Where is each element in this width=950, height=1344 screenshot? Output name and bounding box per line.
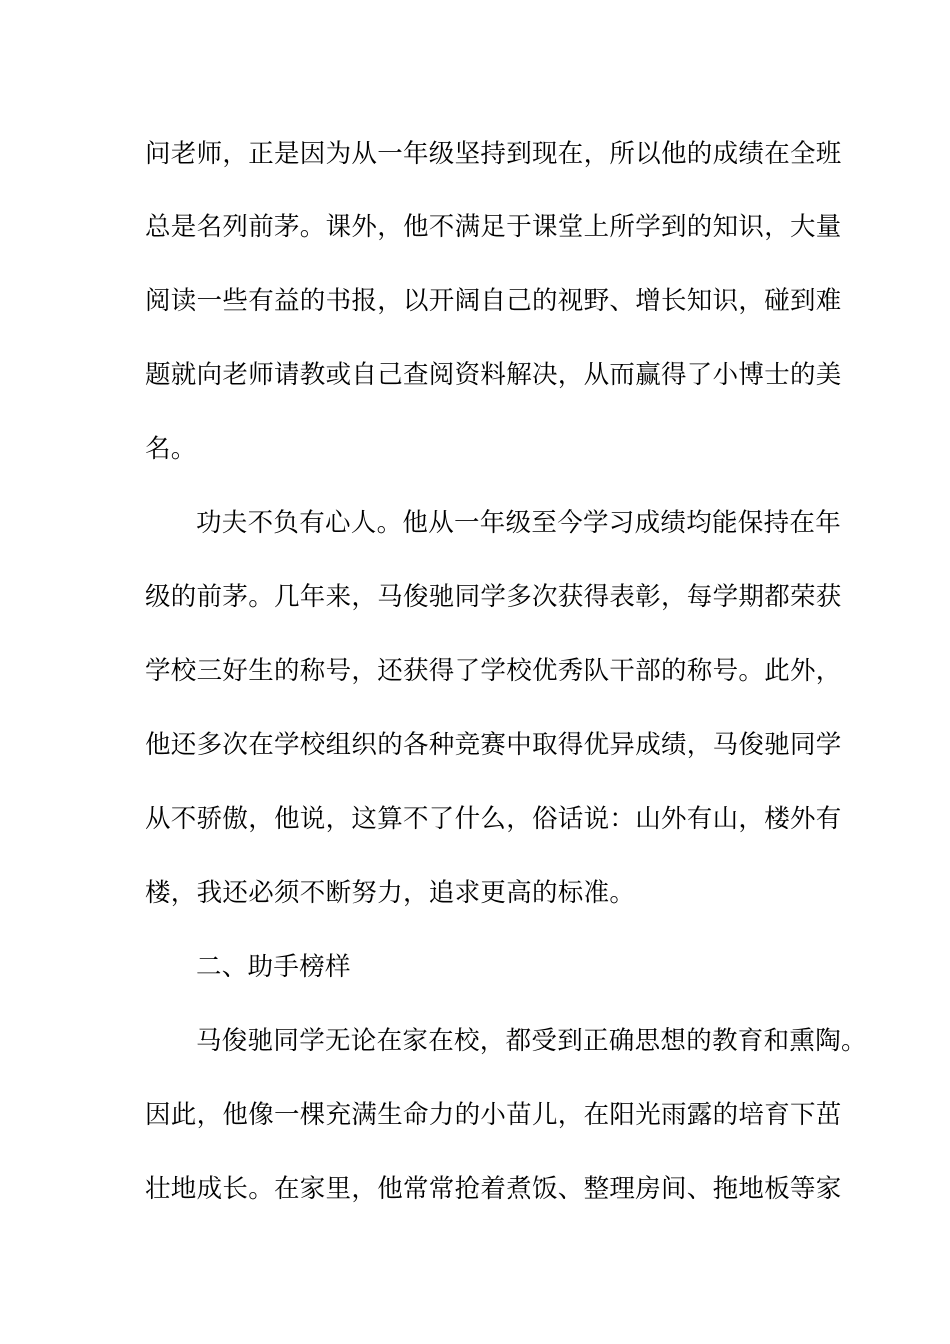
paragraph-line: 学校三好生的称号，还获得了学校优秀队干部的称号。此外， bbox=[145, 656, 842, 686]
paragraph-line: 名。 bbox=[145, 434, 197, 464]
paragraph-line: 壮地成长。在家里，他常常抢着煮饭、整理房间、拖地板等家 bbox=[145, 1174, 842, 1204]
paragraph-line: 马俊驰同学无论在家在校，都受到正确思想的教育和熏陶。 bbox=[196, 1026, 867, 1056]
paragraph-line: 功夫不负有心人。他从一年级至今学习成绩均能保持在年 bbox=[196, 508, 842, 538]
paragraph-line: 因此，他像一棵充满生命力的小苗儿，在阳光雨露的培育下茁 bbox=[145, 1100, 842, 1130]
paragraph-line: 题就向老师请教或自己查阅资料解决，从而赢得了小博士的美 bbox=[145, 360, 842, 390]
paragraph-line: 楼，我还必须不断努力，追求更高的标准。 bbox=[145, 878, 636, 908]
paragraph-line: 从不骄傲，他说，这算不了什么，俗话说：山外有山，楼外有 bbox=[145, 804, 842, 834]
paragraph-line: 总是名列前茅。课外，他不满足于课堂上所学到的知识，大量 bbox=[145, 212, 842, 242]
paragraph-line: 级的前茅。几年来，马俊驰同学多次获得表彰，每学期都荣获 bbox=[145, 582, 842, 612]
paragraph-line: 问老师，正是因为从一年级坚持到现在，所以他的成绩在全班 bbox=[145, 139, 842, 169]
paragraph-line: 他还多次在学校组织的各种竞赛中取得优异成绩，马俊驰同学 bbox=[145, 730, 842, 760]
section-heading: 二、助手榜样 bbox=[196, 952, 351, 982]
paragraph-line: 阅读一些有益的书报，以开阔自己的视野、增长知识，碰到难 bbox=[145, 286, 842, 316]
